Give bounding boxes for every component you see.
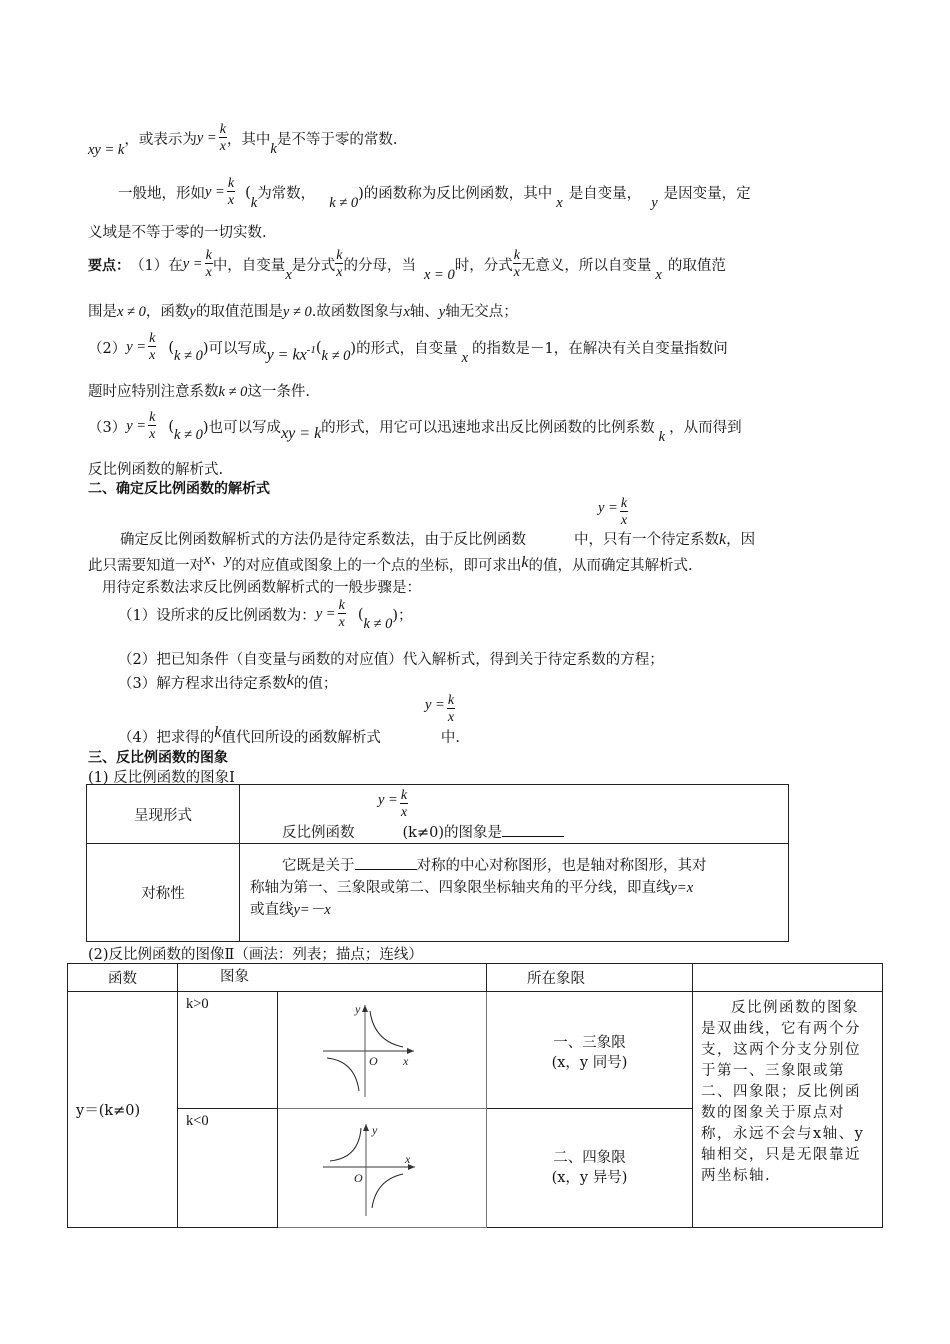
frac-den: x bbox=[149, 427, 156, 442]
text: 时，分式 bbox=[454, 258, 513, 274]
cond-k-negative: k<0 bbox=[178, 1108, 278, 1227]
text: 反比例函数 bbox=[282, 825, 355, 841]
step-4-eq bbox=[425, 694, 455, 725]
row-label-form: 呈现形式 bbox=[87, 785, 240, 844]
frac-den: x bbox=[149, 348, 156, 363]
k-var: k bbox=[250, 195, 258, 211]
text: 为常数， bbox=[257, 186, 316, 202]
eq-lhs: y = bbox=[378, 792, 398, 808]
table1-eq bbox=[378, 789, 408, 820]
text: （3）解方程求出待定系数 bbox=[118, 676, 287, 692]
text: ( bbox=[315, 339, 322, 356]
svg-text:x: x bbox=[403, 1053, 409, 1068]
text: （1）在 bbox=[130, 258, 183, 274]
key-point-2 bbox=[88, 328, 728, 367]
intro-xy-eq: xy = k bbox=[88, 142, 125, 158]
kx-form bbox=[267, 344, 316, 364]
section-2-eq bbox=[598, 497, 628, 528]
text: ( bbox=[168, 418, 174, 435]
fraction bbox=[338, 599, 346, 630]
text: 称轴为第一、三象限或第二、四象限坐标轴夹角的平分线，即直线 bbox=[250, 879, 671, 896]
text: 的取值范 bbox=[667, 258, 726, 274]
condition: x ≠ 0 bbox=[117, 304, 146, 320]
frac-den: x bbox=[620, 513, 628, 528]
eq bbox=[378, 789, 408, 820]
eq-text: y = kx bbox=[266, 346, 307, 364]
frac-den: x bbox=[338, 615, 345, 630]
row-content-symmetry bbox=[240, 844, 789, 942]
text: ，因 bbox=[726, 532, 756, 548]
eq-lhs: y = bbox=[126, 418, 147, 434]
key-point-3 bbox=[88, 407, 742, 446]
fraction bbox=[148, 411, 156, 442]
section-3-title: 三、反比例函数的图象 bbox=[88, 750, 228, 766]
svg-text:O: O bbox=[369, 1053, 378, 1068]
hyperbola-q2-q4-icon bbox=[279, 1118, 485, 1218]
section-2-para-line2 bbox=[88, 554, 693, 575]
eq-lhs: y = bbox=[205, 184, 225, 200]
key-point-1 bbox=[88, 245, 726, 284]
fraction bbox=[335, 249, 343, 280]
frac-num: k bbox=[447, 693, 455, 708]
step-2: （2）把已知条件（自变量与函数的对应值）代入解析式，得到关于待定系数的方程； bbox=[118, 652, 664, 668]
step-3 bbox=[118, 672, 337, 693]
condition: k ≠ 0 bbox=[173, 348, 203, 364]
text: 的形式，用它可以迅速地求出反比例函数的比例系数 bbox=[321, 420, 655, 436]
text: 是分式 bbox=[291, 258, 336, 274]
frac-num: k bbox=[513, 248, 520, 263]
intro-fraction-eq bbox=[197, 123, 227, 154]
text: 的值； bbox=[293, 676, 338, 692]
y-var: y bbox=[651, 195, 658, 211]
frac-den: x bbox=[513, 265, 520, 280]
hyperbola-q1-q3-icon bbox=[279, 1001, 485, 1099]
definition-line2: 义域是不等于零的一切实数. bbox=[88, 225, 267, 241]
x-var: x bbox=[556, 195, 563, 211]
fraction bbox=[219, 123, 227, 154]
frac-num: k bbox=[338, 598, 345, 613]
eq-lhs: y = bbox=[315, 606, 336, 622]
frac-num: k bbox=[400, 788, 408, 803]
table-2 bbox=[67, 963, 883, 1228]
frac-den: x bbox=[205, 265, 212, 280]
text: ( bbox=[357, 606, 364, 623]
text: )的函数称为反比例函数，其中 bbox=[358, 186, 553, 202]
intro-text: ，或表示为 bbox=[124, 132, 197, 148]
frac-num: k bbox=[336, 248, 343, 263]
k-var: k bbox=[521, 554, 529, 571]
text: ( bbox=[168, 339, 174, 356]
quadrant-k-positive bbox=[487, 992, 693, 1109]
note-cell bbox=[693, 992, 883, 1228]
condition: x = 0 bbox=[423, 267, 455, 283]
eq-lhs: y = bbox=[196, 130, 217, 146]
text: (k≠0)的图象是 bbox=[402, 825, 502, 841]
text: )可以写成 bbox=[202, 341, 267, 357]
table-1 bbox=[86, 784, 789, 942]
y-var: y bbox=[189, 304, 196, 320]
x-var: x bbox=[403, 304, 410, 320]
text: 是自变量， bbox=[568, 186, 642, 202]
text: 轴无交点； bbox=[445, 304, 518, 320]
frac-den: x bbox=[400, 805, 408, 820]
text: ( bbox=[245, 184, 251, 201]
header-note bbox=[693, 964, 883, 992]
key-point-2-line2 bbox=[88, 380, 310, 401]
section-2-title: 二、确定反比例函数的解析式 bbox=[88, 481, 270, 497]
text: )； bbox=[392, 608, 413, 624]
text: 值代回所设的函数解析式 bbox=[221, 730, 381, 746]
text: )的形式，自变量 bbox=[350, 341, 458, 357]
graph-k-positive bbox=[278, 992, 487, 1109]
eq bbox=[316, 599, 346, 630]
text: 确定反比例函数解析式的方法仍是待定系数法，由于反比例函数 bbox=[120, 532, 526, 548]
condition: k ≠ 0 bbox=[363, 616, 393, 632]
eq-lhs: y = bbox=[425, 697, 445, 713]
frac-num: k bbox=[149, 331, 156, 346]
fill-blank[interactable] bbox=[502, 822, 564, 837]
fraction bbox=[447, 694, 455, 725]
text: 轴、 bbox=[409, 304, 439, 320]
fill-blank[interactable] bbox=[355, 855, 417, 870]
k-var: k bbox=[658, 429, 666, 445]
frac-num: k bbox=[620, 496, 628, 511]
text: 中，只有一个待定系数 bbox=[574, 532, 719, 548]
text: 它既是关于 bbox=[282, 857, 355, 874]
note-text: 反比例函数的图象是双曲线，它有两个分支，这两个分支分别位于第一、三象限或第二、四象限；反比例函数的图象关于原点对称，永远不会与x轴、y轴相交，只是无限靠近两坐标轴. bbox=[701, 1000, 865, 1184]
eq bbox=[126, 411, 156, 442]
k-var: k bbox=[270, 141, 277, 157]
table1-form-text bbox=[282, 821, 564, 842]
line-eq: y=－x bbox=[293, 901, 331, 918]
fraction bbox=[513, 249, 521, 280]
svg-text:x: x bbox=[405, 1151, 411, 1166]
exponent: -1 bbox=[306, 344, 316, 357]
text: 的值，从而确定其解析式. bbox=[528, 558, 693, 574]
text: ，函数 bbox=[145, 304, 190, 320]
row-label-symmetry: 对称性 bbox=[87, 844, 240, 942]
key-label: 要点： bbox=[88, 257, 130, 274]
x-var: x bbox=[461, 350, 469, 366]
text: （1）设所求的反比例函数为： bbox=[118, 608, 316, 624]
key-point-1-line2 bbox=[88, 300, 518, 321]
steps-intro: 用待定系数法求反比例函数解析式的一般步骤是： bbox=[102, 580, 421, 596]
text: 此只需要知道一对 bbox=[88, 558, 204, 574]
text: )也可以写成 bbox=[202, 420, 282, 436]
quadrant-text: 二、四象限 bbox=[553, 1149, 626, 1166]
text: 一般地，形如 bbox=[118, 186, 205, 202]
text: 或直线 bbox=[250, 901, 294, 918]
eq bbox=[183, 249, 213, 280]
header-function: 函数 bbox=[68, 964, 178, 992]
frac-num: k bbox=[205, 248, 212, 263]
line-eq: y=x bbox=[670, 879, 694, 896]
fraction bbox=[148, 332, 156, 363]
k-var: k bbox=[286, 672, 294, 689]
frac-den: x bbox=[447, 710, 455, 725]
frac-num: k bbox=[149, 410, 156, 425]
svg-text:y: y bbox=[372, 1122, 378, 1137]
text: （3） bbox=[88, 420, 127, 436]
text: 中. bbox=[440, 730, 460, 746]
text: 的分母，当 bbox=[343, 258, 416, 274]
text: 是因变量，定 bbox=[663, 186, 751, 202]
fraction bbox=[400, 789, 408, 820]
definition-line1 bbox=[118, 173, 751, 212]
quadrant-text: 一、三象限 bbox=[553, 1035, 626, 1052]
eq bbox=[425, 694, 455, 725]
xy-form: xy = k bbox=[281, 424, 322, 442]
def-eq bbox=[205, 177, 235, 208]
text: （2） bbox=[88, 341, 127, 357]
fraction bbox=[227, 177, 235, 208]
eq bbox=[126, 332, 156, 363]
text: ，从而得到 bbox=[669, 420, 742, 436]
k-var: k bbox=[719, 531, 727, 548]
text: 的指数是－1，在解决有关自变量指数问 bbox=[472, 341, 728, 357]
text: 围是 bbox=[88, 304, 117, 320]
k-var: k bbox=[214, 724, 222, 741]
text: （4）把求得的 bbox=[118, 730, 215, 746]
step-4 bbox=[118, 726, 460, 747]
row-content-form bbox=[240, 785, 789, 844]
eq-lhs: y = bbox=[182, 256, 203, 272]
eq-lhs: y = bbox=[126, 339, 147, 355]
sign-text: (x，y 异号) bbox=[551, 1169, 628, 1186]
eq bbox=[598, 497, 628, 528]
text: 的对应值或图象上的一个点的坐标，即可求出 bbox=[231, 558, 522, 574]
intro-text: ，其中 bbox=[226, 132, 271, 148]
func-label: y＝(k≠0) bbox=[68, 992, 178, 1228]
intro-text: 是不等于零的常数. bbox=[276, 132, 398, 148]
eq-lhs: y = bbox=[598, 500, 618, 516]
section-2-para bbox=[120, 528, 755, 549]
frac-num: k bbox=[219, 122, 226, 137]
section-3-sub1: (1) 反比例函数的图象Ⅰ bbox=[88, 770, 235, 786]
intro-line bbox=[88, 118, 397, 159]
text: 的取值范围是 bbox=[195, 304, 283, 320]
text: 对称的中心对称图形，也是轴对称图形，其对 bbox=[416, 857, 707, 874]
text: 这一条件. bbox=[247, 384, 311, 400]
xy-vars: x、y bbox=[204, 552, 232, 568]
graph-k-negative bbox=[278, 1108, 487, 1227]
quadrant-k-negative bbox=[487, 1108, 693, 1227]
header-quadrant: 所在象限 bbox=[487, 964, 693, 992]
frac-den: x bbox=[227, 193, 235, 208]
text: 中，自变量 bbox=[212, 258, 286, 274]
frac-den: x bbox=[219, 139, 226, 154]
fraction bbox=[620, 497, 628, 528]
x-var: x bbox=[655, 267, 662, 283]
frac-num: k bbox=[227, 176, 235, 191]
header-graph: 图象 bbox=[178, 964, 487, 992]
condition: k ≠ 0 bbox=[321, 348, 351, 364]
text: .故函数图象与 bbox=[311, 304, 404, 320]
y-var: y bbox=[438, 304, 446, 320]
key-point-3-line2: 反比例函数的解析式. bbox=[88, 462, 224, 478]
section-3-sub2: (2)反比例函数的图像Ⅱ（画法：列表；描点；连线） bbox=[88, 947, 423, 963]
x-var: x bbox=[285, 267, 292, 283]
condition: k ≠ 0 bbox=[173, 427, 203, 443]
frac-den: x bbox=[336, 265, 343, 280]
sign-text: (x，y 同号) bbox=[551, 1055, 628, 1072]
svg-text:y: y bbox=[355, 1001, 361, 1016]
text: 题时应特别注意系数 bbox=[88, 384, 219, 400]
fraction bbox=[205, 249, 213, 280]
text: 无意义，所以自变量 bbox=[520, 258, 652, 274]
step-1 bbox=[118, 596, 413, 633]
cond-k-positive: k>0 bbox=[178, 992, 278, 1109]
svg-text:O: O bbox=[354, 1170, 363, 1185]
condition: k ≠ 0 bbox=[329, 195, 359, 211]
condition: y ≠ 0 bbox=[282, 304, 312, 320]
condition: k ≠ 0 bbox=[218, 384, 248, 400]
